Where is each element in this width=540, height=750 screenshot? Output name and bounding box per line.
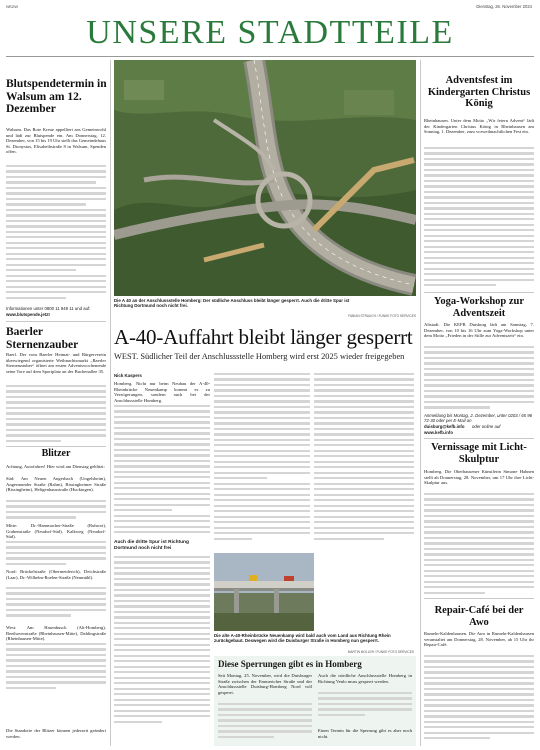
blut-url-link[interactable]: www.blutspende.jetzt (6, 312, 50, 317)
photo-credit: FABIAN STRAUCH / FUNKE FOTO SERVICES (348, 314, 416, 318)
right-divider-3 (424, 598, 534, 599)
column-rule-right (420, 60, 421, 746)
auch-subtitle: Auch die dritte Spur ist Richtung Dortmund noch nicht frei (114, 540, 189, 551)
blitzer-title: Blitzer (41, 448, 71, 459)
column-rule-left (110, 60, 111, 746)
blitzer-west-lines (6, 643, 106, 692)
yoga-title: Yoga-Workshop zur Adventszeit (433, 296, 525, 319)
blut-body-lines (6, 165, 106, 302)
blitzer-west: West: Am Hasenbusch (Alt-Homberg), Beethovenstraße (Rheinhausen-Mitte), Dahlingstraße (Rheinhausen-Mitte). (6, 625, 106, 642)
header-divider (6, 56, 534, 57)
photo-caption: Die A 40 an der Anschlussstelle Homberg: Der südliche Anschluss bleibt länger gesperrt. Auch die dritte Spur ist Richtung Dortmund noch nicht frei. (114, 298, 350, 309)
blitzer-nord-lines (6, 587, 106, 620)
article-author: Nick Kaspers (114, 373, 142, 378)
yoga-lead: Altstadt. Die KEFB Duisburg lädt am Samstag, 7. Dezember, von 10 bis 16 Uhr zum Yoga-Workshop unter dem Motto „Frieden in der Stille zur Adventszeit“ ein. (424, 322, 534, 339)
article-col1-lines-2 (114, 556, 210, 726)
vernissage-title: Vernissage mit Licht-Skulptur (431, 442, 527, 465)
left-divider-1 (6, 321, 106, 322)
left-divider-2 (6, 446, 106, 447)
highway-photo-art (114, 60, 416, 296)
sperrungen-col2-lines (318, 692, 412, 719)
sperrungen-col1-lines (218, 703, 312, 741)
main-subhead: WEST. Südlicher Teil der Anschlussstelle Homberg wird erst 2025 wieder freigegeben (114, 352, 405, 361)
blitzer-sued: Süd: Am Neuen Angerbach (Ungelsheim), Angermunder Straße (Rahm), Bissingheimer Straße (Bissingheim), Heltgenhausstraße (Huckingen). (6, 476, 106, 493)
article-col1-lines (114, 405, 210, 537)
main-headline: A-40-Auffahrt bleibt länger gesperrt (114, 325, 413, 349)
sterne-lead: Baerl. Der vom Baerler Heimat- und Bürgerverein überwiegend organisierte Weihnachtsmarkt „Baerler Sternenzauber“ öffnet am ersten Adventswochenende seine Tore auf dem Sportplatz an der Buchenallee 35. (6, 352, 106, 374)
blut-title: Blutspendetermin in Walsum am 12. Dezember (6, 78, 107, 115)
yoga-body-lines (424, 346, 534, 412)
bridge-photo-art (214, 553, 314, 631)
sterne-title: Baerler Sternenzauber (6, 326, 79, 351)
advent-body-lines (424, 147, 534, 290)
yoga-note: Anmeldung bis Montag, 2. Dezember, unter 0203 / 65 96 72-30 oder per E-Mail an (424, 413, 532, 424)
repair-title: Repair-Café bei der Awo (434, 605, 524, 628)
advent-title: Adventsfest im Kindergarten Christus König (427, 75, 531, 110)
right-divider-1 (424, 292, 534, 293)
blitzer-sued-lines (6, 500, 106, 522)
vernissage-lead: Homberg. Die Oberhausener Künstlerin Simone Hahnen stellt ab Donnerstag, 28. November, um 17 Uhr ihre Licht-Skulptur aus. (424, 469, 534, 486)
repair-lead: Rumeln-Kaldenhausen. Die Awo in Rumeln-Kaldenhausen veranstaltet am Donnerstag, 28. November, ab 15 Uhr ihr Repair-Café. (424, 631, 534, 648)
yoga-url-link[interactable]: www.kefb.info (424, 430, 453, 435)
sperrungen-col1: Seit Montag, 25. November, wird die Duisburger Straße zwischen der Emmericher Straße und der Anschlussstelle Duisburg-Homberg Nord voll gesperrt. (218, 673, 312, 695)
article-col2-lines (214, 373, 310, 543)
article-lead: Homberg. Nicht nur beim Neubau der A-40-Rheinbrücke Neuenkamp kommt es zu Verzögerungen, sondern auch bei der Anschlussstelle Homberg. (114, 381, 210, 403)
sperrungen-col2: Auch die nördliche Anschlussstelle Homberg in Richtung Venlo muss gesperrt werden. (318, 673, 412, 684)
bridge-photo (214, 553, 314, 631)
section-code: NRZW (6, 4, 18, 9)
article-col3-lines (314, 373, 414, 543)
bridge-photo-caption: Die alte A-40-Rheinbrücke Neuenkamp wird bald auch vom Land aus Richtung Rhein zurückgebaut. Deswegen wird die Duisburger Straße in Homberg nun gesperrt. (214, 633, 391, 644)
issue-date: Dienstag, 26. November 2024 (476, 4, 532, 9)
bridge-photo-credit: MARTIN MOLLER / FUNKE FOTO SERVICES (347, 650, 414, 654)
blitzer-nord: Nord: Brückelstraße (Obermeiderich), Deichstraße (Laar), Dr.-Wilhelm-Roelen-Straße (Neumühl). (6, 569, 106, 580)
vernissage-body-lines (424, 493, 534, 597)
highway-photo (114, 60, 416, 296)
right-divider-2 (424, 438, 534, 439)
advent-lead: Rheinhausen. Unter dem Motto „Wir feiern Advent“ lädt der Kindergarten Christus König in Rheinhausen am Sonntag, 1. Dezember, zum vorweihnachtlichen Fest ein. (424, 118, 534, 135)
page-title: UNSERE STADTTEILE (86, 14, 454, 51)
blitzer-mitte-lines (6, 541, 106, 568)
sterne-body-lines (6, 385, 106, 445)
blut-lead: Walsum. Das Rote Kreuz appelliert ans Gemeinwohl und lädt zur Blutspende ein. Am Donnerstag, 12. Dezember, von 15 bis 19 Uhr stellt das Gemeindehaus St. Dionysius, Elisabethstraße 8 in Walsum, Spenden offen. (6, 127, 106, 155)
yoga-mail-link[interactable]: duisburg@kefb.info (424, 424, 465, 429)
yoga-mail-suffix: oder online auf (472, 424, 501, 429)
sperrungen-col2-b: Einen Termin für die Sperrung gibt es aber noch nicht. (318, 728, 412, 739)
blut-footer: Informationen unter 0800 11 949 11 und auf: (6, 306, 91, 311)
repair-body-lines (424, 655, 534, 743)
blitzer-mitte: Mitte: Dr.-Hammacher-Straße (Ruhrort), Grabenstraße (Neudorf-Süd), Kalkweg (Neudorf-Süd). (6, 523, 106, 540)
sperrungen-title: Diese Sperrungen gibt es in Homberg (218, 659, 362, 669)
blitzer-footer: Die Standorte der Blitzer können jederzeit geändert werden. (6, 728, 106, 739)
blitzer-lead: Achtung, Autofahrer! Hier wird am Dienstag geblitzt: (6, 464, 105, 469)
